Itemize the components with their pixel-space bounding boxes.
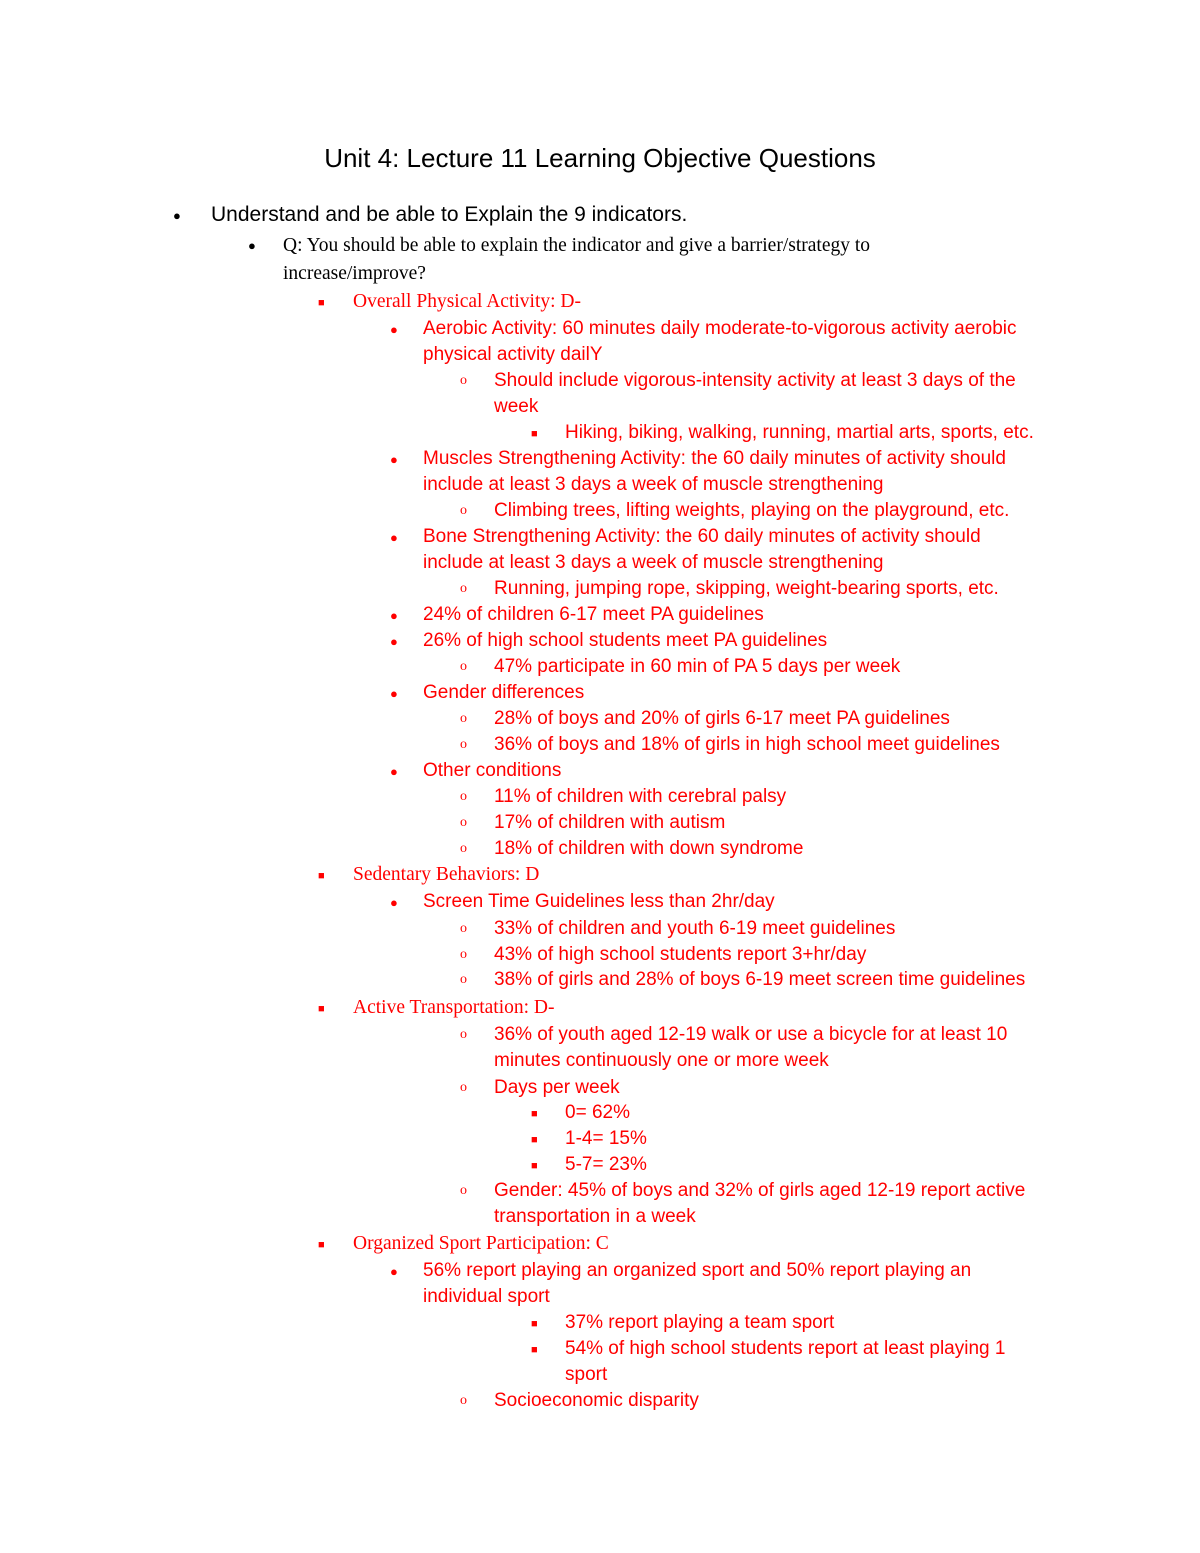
list-item: Should include vigorous-intensity activity at least 3 days of the — [494, 370, 1016, 391]
list-item: 28% of boys and 20% of girls 6-17 meet PA guidelines — [494, 708, 950, 729]
list-item: minutes continuously one or more week — [494, 1050, 829, 1071]
list-item: physical activity dailY — [423, 344, 603, 365]
list-item: 47% participate in 60 min of PA 5 days per week — [494, 656, 901, 677]
bullet-square: ■ — [531, 1160, 538, 1172]
list-item: Q: You should be able to explain the indicator and give a barrier/strategy to — [283, 235, 871, 256]
list-item: 17% of children with autism — [494, 812, 726, 833]
list-item: sport — [565, 1364, 608, 1385]
bullet-square: ■ — [531, 1134, 538, 1146]
list-item: transportation in a week — [494, 1206, 696, 1227]
bullet-circle: o — [460, 789, 467, 804]
list-item: 36% of youth aged 12-19 walk or use a bicycle for at least 10 — [494, 1024, 1008, 1045]
bullet-circle: o — [460, 503, 467, 518]
bullet-circle: o — [460, 1183, 467, 1198]
list-item: Overall Physical Activity: D- — [353, 291, 582, 312]
bullet-circle: o — [460, 373, 467, 388]
list-item: Gender differences — [423, 682, 585, 703]
list-item: Other conditions — [423, 760, 562, 781]
list-item: include at least 3 days a week of muscle strengthening — [423, 552, 884, 573]
bullet-dot: ● — [390, 530, 398, 545]
list-item: Hiking, biking, walking, running, martial arts, sports, etc. — [565, 422, 1034, 443]
list-item: 11% of children with cerebral palsy — [494, 786, 787, 807]
bullet-circle: o — [460, 659, 467, 674]
bullet-circle: o — [460, 921, 467, 936]
list-item: include at least 3 days a week of muscle strengthening — [423, 474, 884, 495]
bullet-square: ■ — [531, 428, 538, 440]
list-item: Organized Sport Participation: C — [353, 1233, 609, 1254]
list-item: Screen Time Guidelines less than 2hr/day — [423, 891, 775, 912]
list-item: 37% report playing a team sport — [565, 1312, 835, 1333]
bullet-dot: ● — [390, 634, 398, 649]
bullet-dot: ● — [173, 208, 181, 223]
page-title: Unit 4: Lecture 11 Learning Objective Questions — [324, 143, 876, 173]
bullet-dot: ● — [390, 686, 398, 701]
bullet-square: ■ — [531, 1108, 538, 1120]
list-item: 36% of boys and 18% of girls in high school meet guidelines — [494, 734, 1000, 755]
bullet-circle: o — [460, 972, 467, 987]
bullet-square: ■ — [318, 1003, 325, 1015]
list-item: 18% of children with down syndrome — [494, 838, 804, 859]
list-item: 33% of children and youth 6-19 meet guidelines — [494, 918, 896, 939]
bullet-circle: o — [460, 815, 467, 830]
bullet-square: ■ — [318, 870, 325, 882]
bullet-circle: o — [460, 841, 467, 856]
list-item: Active Transportation: D- — [353, 997, 555, 1018]
bullet-dot: ● — [390, 608, 398, 623]
list-item: Running, jumping rope, skipping, weight-bearing sports, etc. — [494, 578, 999, 599]
list-item: 26% of high school students meet PA guidelines — [423, 630, 828, 651]
list-item: 56% report playing an organized sport and 50% report playing an — [423, 1260, 972, 1281]
bullet-dot: ● — [390, 764, 398, 779]
bullet-dot: ● — [390, 322, 398, 337]
list-item: 5-7= 23% — [565, 1154, 647, 1175]
bullet-circle: o — [460, 1080, 467, 1095]
list-item: Muscles Strengthening Activity: the 60 daily minutes of activity should — [423, 448, 1006, 469]
bullet-dot: ● — [390, 895, 398, 910]
bullet-dot: ● — [248, 238, 256, 253]
bullet-square: ■ — [531, 1344, 538, 1356]
list-item: increase/improve? — [283, 263, 426, 284]
list-item: Bone Strengthening Activity: the 60 daily minutes of activity should — [423, 526, 981, 547]
list-item: Aerobic Activity: 60 minutes daily moderate-to-vigorous activity aerobic — [423, 318, 1017, 339]
bullet-circle: o — [460, 737, 467, 752]
list-item: individual sport — [423, 1286, 550, 1307]
list-item: Sedentary Behaviors: D — [353, 864, 540, 885]
list-item: 1-4= 15% — [565, 1128, 647, 1149]
list-item: 54% of high school students report at least playing 1 — [565, 1338, 1006, 1359]
list-item: Days per week — [494, 1077, 620, 1098]
bullet-dot: ● — [390, 1264, 398, 1279]
list-item: 38% of girls and 28% of boys 6-19 meet screen time guidelines — [494, 969, 1026, 990]
list-item: 0= 62% — [565, 1102, 630, 1123]
list-item: Gender: 45% of boys and 32% of girls aged 12-19 report active — [494, 1180, 1026, 1201]
bullet-circle: o — [460, 1393, 467, 1408]
list-item: week — [494, 396, 539, 417]
list-item: Climbing trees, lifting weights, playing on the playground, etc. — [494, 500, 1010, 521]
bullet-circle: o — [460, 1027, 467, 1042]
bullet-square: ■ — [318, 297, 325, 309]
bullet-square: ■ — [531, 1318, 538, 1330]
bullet-dot: ● — [390, 452, 398, 467]
list-item: Socioeconomic disparity — [494, 1390, 699, 1411]
list-item: 43% of high school students report 3+hr/day — [494, 944, 867, 965]
bullet-circle: o — [460, 581, 467, 596]
bullet-circle: o — [460, 947, 467, 962]
bullet-circle: o — [460, 711, 467, 726]
bullet-square: ■ — [318, 1239, 325, 1251]
list-item: 24% of children 6-17 meet PA guidelines — [423, 604, 764, 625]
list-item: Understand and be able to Explain the 9 indicators. — [211, 203, 688, 226]
